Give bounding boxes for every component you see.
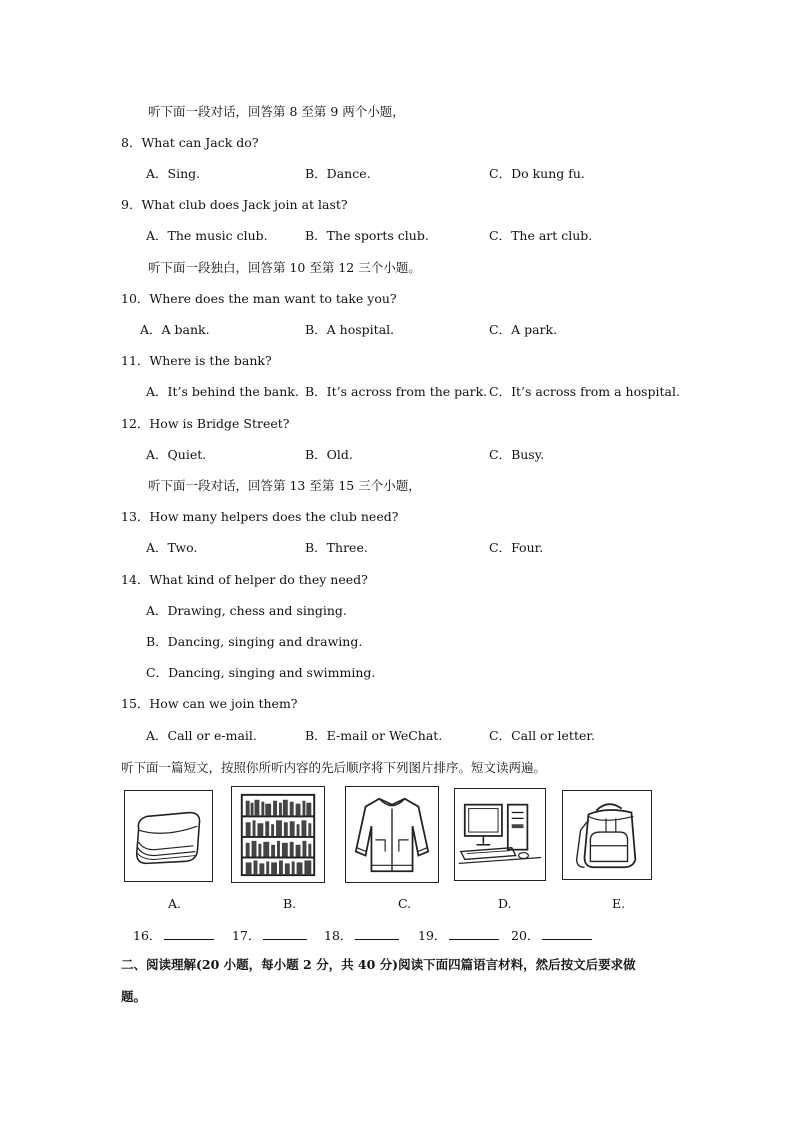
answer-18-blank[interactable] [355,927,399,940]
answer-17-blank[interactable] [263,927,307,940]
picture-c [345,786,439,883]
option-9a: A．The music club. [146,228,268,243]
option-11a: A．It’s behind the bank. [146,384,299,399]
option-12b: B．Old. [305,447,353,462]
question-8: 8．What can Jack do? [121,135,259,150]
option-14b: B．Dancing, singing and drawing. [146,634,363,649]
folded-towel-icon [125,791,212,881]
section-intro-3: 听下面一段对话，回答第 13 至第 15 三个小题， [148,478,421,493]
answer-17 [232,927,307,944]
answer-20 [511,927,592,944]
option-10b: B．A hospital. [305,322,395,337]
option-8a: A．Sing. [146,166,201,181]
jacket-icon [346,787,438,882]
answer-20-number: 20． [511,928,540,943]
option-13a: A．Two. [146,540,198,555]
picture-label-e: E. [612,896,626,911]
section-intro-1: 听下面一段对话，回答第 8 至第 9 两个小题， [148,104,405,119]
picture-label-b: B. [283,896,297,911]
option-11b: B．It’s across from the park. [305,384,488,399]
question-14: 14．What kind of helper do they need? [121,572,368,587]
answer-18 [324,927,399,944]
picture-label-d: D. [498,896,512,911]
question-10: 10．Where does the man want to take you? [121,291,397,306]
picture-b [231,786,325,883]
question-11: 11．Where is the bank? [121,353,272,368]
bookshelf-icon [232,787,324,882]
picture-label-a: A. [168,896,182,911]
answer-17-number: 17． [232,928,261,943]
option-12c: C．Busy. [489,447,545,462]
answer-16-blank[interactable] [164,927,214,940]
option-14a: A．Drawing, chess and singing. [146,603,347,618]
picture-a [124,790,213,882]
reading-section-heading-cont: 题。 [121,989,147,1004]
option-9b: B．The sports club. [305,228,429,243]
option-10a: A．A bank. [140,322,210,337]
option-11c: C．It’s across from a hospital. [489,384,680,399]
answer-16 [133,927,214,944]
computer-icon [455,789,545,880]
picture-d [454,788,546,881]
option-15a: A．Call or e-mail. [146,728,257,743]
option-9c: C．The art club. [489,228,593,243]
picture-e [562,790,652,880]
option-8b: B．Dance. [305,166,371,181]
question-13: 13．How many helpers does the club need? [121,509,399,524]
option-15b: B．E-mail or WeChat. [305,728,443,743]
section-intro-2: 听下面一段独白，回答第 10 至第 12 三个小题。 [148,260,421,275]
question-9: 9．What club does Jack join at last? [121,197,348,212]
question-15: 15．How can we join them? [121,696,298,711]
option-8c: C．Do kung fu. [489,166,585,181]
answer-19 [418,927,499,944]
answer-16-number: 16． [133,928,162,943]
answer-20-blank[interactable] [542,927,592,940]
option-14c: C．Dancing, singing and swimming. [146,665,376,680]
answer-19-blank[interactable] [449,927,499,940]
option-13b: B．Three. [305,540,368,555]
option-13c: C．Four. [489,540,544,555]
answer-18-number: 18． [324,928,353,943]
picture-label-c: C. [398,896,412,911]
reading-section-heading: 二、阅读理解(20 小题，每小题 2 分，共 40 分)阅读下面四篇语言材料，然后按文后要求做 [121,957,636,972]
question-12: 12．How is Bridge Street? [121,416,290,431]
picture-task-instruction: 听下面一篇短文，按照你所听内容的先后顺序将下列图片排序。短文读两遍。 [121,760,547,775]
option-12a: A．Quiet. [146,447,207,462]
option-10c: C．A park. [489,322,558,337]
backpack-icon [563,791,651,879]
answer-19-number: 19． [418,928,447,943]
option-15c: C．Call or letter. [489,728,595,743]
